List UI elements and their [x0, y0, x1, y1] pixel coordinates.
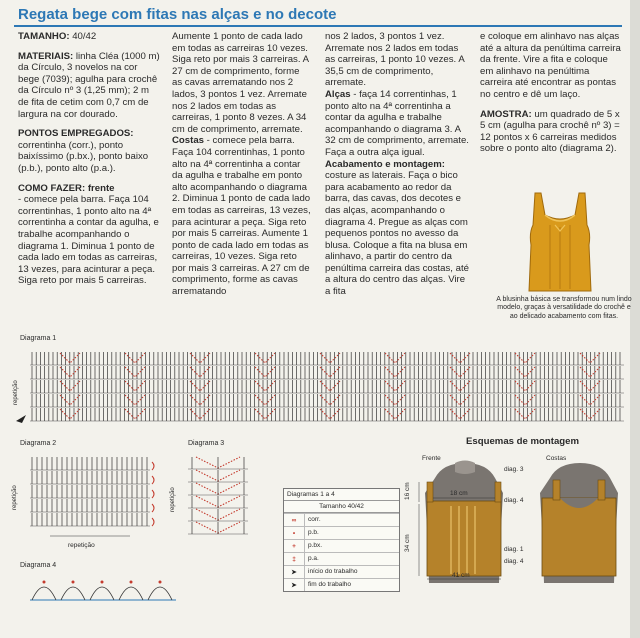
- diagram-4-label: Diagrama 4: [20, 562, 57, 569]
- legend-row: [284, 578, 399, 591]
- v-motif: [255, 353, 275, 363]
- pontos-text: correntinha (corr.), ponto baixíssimo (p.bx.), ponto baixo (p.b.), ponto alto (p.a.).: [18, 139, 149, 174]
- legend-row: [284, 539, 399, 552]
- photo-caption: A blusinha básica se transformou num lindo modelo, graças à versatilidade do crochê e ao delicado acabamento com fitas.: [496, 296, 632, 320]
- v-motif: [580, 409, 600, 419]
- tamanho-value: 40/42: [72, 31, 97, 42]
- diagram-3-repeat-label: repetição: [170, 487, 176, 512]
- turning-chain: [152, 490, 154, 498]
- legend-label: corr.: [304, 514, 321, 526]
- como-fazer-text: - comece pela barra. Faça 104 correntinhas, 1 ponto alto na 4ª correntinha a contar da agulha, e trabalhe acompanhando o diagrama 1. Diminua 1 ponto de cada lado em todas as carreiras, 13 vezes, para acinturar a peça. Siga reto por mais 5 carreiras.: [18, 194, 159, 287]
- legend-label: p.a.: [304, 553, 319, 565]
- amostra-text: um quadrado de 5 x 5 cm (agulha para crochê nº 3) = 12 pontos x 6 carreiras medidos sobre o ponto alto (diagrama 2).: [480, 108, 620, 155]
- picot-mark: [72, 581, 75, 584]
- diagram-4: [30, 570, 180, 610]
- alcas-text: - faça 14 correntinhas, 1 ponto alto na 4ª correntinha a contar da agulha e trabalhe acompanhando o diagrama 3. A 32 cm de comprimento, arremate. Faça a outra alça igual.: [325, 88, 469, 158]
- diag3-callout: diag. 3: [504, 466, 524, 473]
- legend-label: p.bx.: [304, 540, 322, 552]
- diag4-callout-bottom: diag. 4: [504, 558, 524, 565]
- legend-label: início do trabalho: [304, 566, 358, 578]
- legend-symbol: +: [292, 542, 296, 550]
- v-motif: [385, 395, 405, 405]
- costas-label: Costas: [172, 135, 204, 147]
- legend-box: [283, 488, 400, 592]
- materiais-label: MATERIAIS:: [18, 50, 74, 62]
- v-motif: [450, 367, 470, 377]
- legend-symbol: •: [292, 529, 296, 537]
- diagram-2-repeat-label: repetição: [68, 542, 95, 549]
- scallop: [61, 587, 85, 600]
- diagram-1-repeat-label: repetição: [13, 380, 19, 405]
- start-arrow-icon: [16, 415, 26, 423]
- v-motif: [450, 353, 470, 363]
- v-motif: [255, 381, 275, 391]
- acabamento-label: Acabamento e montagem:: [325, 158, 445, 170]
- diag1-callout: diag. 1: [504, 546, 524, 553]
- measure-18cm: 18 cm: [450, 490, 468, 497]
- legend-symbol: ‡: [292, 555, 296, 563]
- turning-chain: [152, 518, 154, 526]
- picot-mark: [101, 581, 104, 584]
- front-label: Frente: [422, 455, 441, 462]
- measure-34cm: 34 cm: [404, 534, 411, 552]
- amostra-label: AMOSTRA:: [480, 108, 532, 120]
- v-motif: [580, 395, 600, 405]
- assembly-title: Esquemas de montagem: [466, 436, 580, 447]
- v-motif: [125, 367, 145, 377]
- alcas-label: Alças: [325, 88, 351, 100]
- scallop: [148, 587, 172, 600]
- measure-16cm: 16 cm: [404, 482, 411, 500]
- v-motif: [125, 409, 145, 419]
- column-4: [480, 31, 622, 155]
- diagram-2-repeat-label-vertical: repetição: [12, 485, 18, 510]
- diagram-2: [30, 452, 156, 530]
- v-motif: [385, 381, 405, 391]
- pontos-label: PONTOS EMPREGADOS:: [18, 128, 134, 140]
- page-title: Regata bege com fitas nas alças e no decote: [18, 6, 337, 23]
- v-motif: [255, 395, 275, 405]
- scallop: [90, 587, 114, 600]
- legend-row: [284, 565, 399, 578]
- legend-symbol: ➤: [291, 582, 297, 589]
- diagram-1-label: Diagrama 1: [20, 335, 57, 342]
- costas-cont-text: nos 2 lados, 3 pontos 1 vez. Arremate nos 2 lados em todas as carreiras, 1 ponto 10 vezes. A 35,5 cm de comprimento, arremate.: [325, 31, 465, 89]
- diagram-2-label: Diagrama 2: [20, 440, 57, 447]
- legend-symbol: ∞: [291, 516, 297, 524]
- legend-symbol: ➤: [291, 569, 297, 576]
- v-motif: [580, 367, 600, 377]
- materiais-text: linha Cléa (1000 m) da Círculo, 3 novelos na cor bege (7039); agulha para crochê da Círculo nº 3 (1,25 mm); 2 m de fita de cetim com 0,7 cm de largura na cor dourado.: [18, 50, 160, 120]
- turning-chain: [152, 462, 154, 470]
- v-motif: [450, 381, 470, 391]
- v-motif: [450, 409, 470, 419]
- legend-rows: [284, 513, 399, 591]
- v-motif: [255, 409, 275, 419]
- diagram-3-label: Diagrama 3: [188, 440, 225, 447]
- turning-chain: [152, 476, 154, 484]
- picot-mark: [130, 581, 133, 584]
- column-1: [18, 31, 160, 287]
- legend-row: [284, 513, 399, 526]
- v-motif: [385, 409, 405, 419]
- como-fazer-label: COMO FAZER: frente: [18, 182, 115, 194]
- column-2: [172, 31, 312, 298]
- v-motif: [255, 367, 275, 377]
- v-motif: [580, 353, 600, 363]
- v-motif: [450, 395, 470, 405]
- v-motif: [385, 353, 405, 363]
- measure-41cm: 41 cm: [452, 572, 470, 579]
- acabamento-text: costure as laterais. Faça o bico para acabamento ao redor da barra, das cavas, dos decotes e das alças, acompanhando o diagrama 4. Pregue as alças com pequenos pontos no avesso da blusa. Coloque a fita na blusa em alinhavo, a partir do centro da penúltima carreira das costas, até a altura do centro das alças. Vire a fita: [325, 170, 469, 298]
- scallop: [119, 587, 143, 600]
- diag4-callout-top: diag. 4: [504, 497, 524, 504]
- montagem-cont-text: e coloque em alinhavo nas alças até a altura da penúltima carreira da frente. Vire a fita e coloque em alinhavo na penúltima carreira até encontrar as pontas no centro e dê um laço.: [480, 31, 621, 100]
- v-motif: [385, 367, 405, 377]
- garment-photo: [505, 185, 615, 295]
- diagram-3: [188, 452, 258, 540]
- picot-mark: [43, 581, 46, 584]
- v-motif: [125, 353, 145, 363]
- legend-row: [284, 526, 399, 539]
- legend-size: Tamanho 40/42: [284, 501, 399, 513]
- tamanho-label: TAMANHO:: [18, 31, 70, 42]
- v-motif: [125, 395, 145, 405]
- v-motif: [125, 381, 145, 391]
- scallop: [32, 587, 56, 600]
- diagram-1: [30, 345, 624, 425]
- legend-title: Diagramas 1 a 4: [284, 489, 399, 501]
- costas-text: - comece pela barra. Faça 104 correntinhas, 1 ponto alto na 4ª correntinha a contar da agulha e trabalhe em ponto alto acompanhando o diagrama 2. Diminua 1 ponto de cada lado em todas as carreiras, 13 vezes, para acinturar a peça. Siga reto por mais 5 carreiras. Aumente 1 ponto de cada lado em todas as carreiras, 10 vezes. Siga reto por mais 3 carreiras. A 27 cm de comprimento, forme as cavas arrematando: [172, 135, 311, 298]
- back-label: Costas: [546, 455, 567, 462]
- v-motif: [580, 381, 600, 391]
- legend-label: p.b.: [304, 527, 319, 539]
- legend-row: [284, 552, 399, 565]
- picot-mark: [159, 581, 162, 584]
- title-rule: [14, 25, 622, 27]
- frente-cont-text: Aumente 1 ponto de cada lado em todas as carreiras 10 vezes. Siga reto por mais 3 carreiras. A 27 cm de comprimento, forme as cavas arrematando nos 2 lados, 3 pontos 1 vez. Arremate nos 2 lados em todas as carreiras, 1 ponto 8 vezes. A 34 cm de comprimento, arremate.: [172, 31, 309, 135]
- turning-chain: [152, 504, 154, 512]
- column-3: [325, 31, 470, 298]
- legend-label: fim do trabalho: [304, 579, 351, 591]
